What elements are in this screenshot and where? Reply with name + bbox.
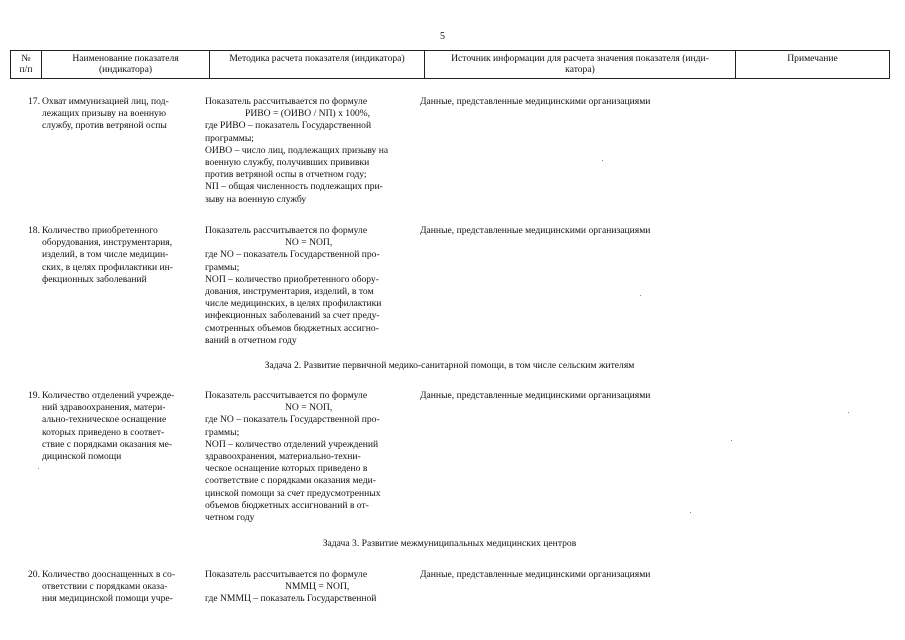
indicator-name: Количество дооснащенных в со- ответствии с порядками оказа- ния медицинской помощи учре-	[42, 569, 176, 605]
method-text: Показатель рассчитывается по формуле NММЦ = NОП, где NММЦ – показатель Государственной	[205, 569, 413, 606]
formula: NО = NОП,	[285, 237, 333, 249]
scan-speck	[848, 412, 849, 413]
source-text: Данные, представленные медицинскими организациями	[420, 96, 651, 107]
header-col-source: Источник информации для расчета значения показателя (инди- катора)	[425, 51, 736, 78]
table-header	[10, 50, 890, 79]
header-col-name: Наименование показателя (индикатора)	[42, 51, 210, 78]
method-text: Показатель рассчитывается по формуле PИВО = (OИВО / NП) x 100%, где PИВО – показатель Государственной программы; OИВО – число лиц, подлежащих призыву на военную службу, получивших прививки против ветряной оспы в отчетном году; NП – общая численность подлежащих при- зыву на военную службу	[205, 96, 413, 206]
formula: NО = NОП,	[285, 402, 333, 414]
indicator-name: Количество приобретенного оборудования, инструментария, изделий, в том числе медицин- ских, в целях профилактики ин- фекционных заболеваний	[42, 225, 174, 285]
scan-speck	[640, 295, 641, 296]
header-col-note: Примечание	[736, 51, 890, 78]
indicator-name: Охват иммунизацией лиц, под- лежащих призыву на военную службу, против ветряной оспы	[42, 96, 169, 132]
formula: NММЦ = NОП,	[285, 581, 350, 593]
method-text: Показатель рассчитывается по формуле NО = NОП, где NО – показатель Государственной про- граммы; NОП – количество приобретенного обору- дования, инструментария, изделий, в том числе медицинских, в целях профилактики инфекционных заболеваний за счет преду- смотренных объемов бюджетных ассигно- ваний в отчетном году	[205, 225, 413, 347]
scan-speck	[38, 468, 39, 469]
indicator-name: Количество отделений учрежде- ний здравоохранения, матери- ально-техническое оснащение которых приведено в соответ- ствие с порядками оказания ме- дицинской помощи	[42, 390, 175, 463]
source-text: Данные, представленные медицинскими организациями	[420, 390, 651, 401]
source-text: Данные, представленные медицинскими организациями	[420, 225, 651, 236]
formula: PИВО = (OИВО / NП) x 100%,	[245, 108, 371, 120]
page-number: 5	[440, 31, 445, 42]
header-col-number: № п/п	[11, 51, 42, 78]
scan-speck	[602, 160, 603, 161]
scan-speck	[690, 512, 691, 513]
row-number: 17.	[28, 96, 40, 107]
row-number: 18.	[28, 225, 40, 236]
row-number: 19.	[28, 390, 40, 401]
task-heading: Задача 3. Развитие межмуниципальных медицинских центров	[322, 538, 577, 549]
source-text: Данные, представленные медицинскими организациями	[420, 569, 651, 580]
task-heading: Задача 2. Развитие первичной медико-санитарной помощи, в том числе сельским жителям	[264, 360, 635, 371]
method-text: Показатель рассчитывается по формуле NО = NОП, где NО – показатель Государственной про- граммы; NОП – количество отделений учреждений здравоохранения, материально-техни- ческое оснащение которых приведено в соответствие с порядками оказания меди- цинской помощи за счет предусмотренных объемов бюджетных ассигнований в от- четном году	[205, 390, 413, 524]
header-col-method: Методика расчета показателя (индикатора)	[210, 51, 425, 78]
scan-speck	[731, 440, 732, 441]
row-number: 20.	[28, 569, 40, 580]
